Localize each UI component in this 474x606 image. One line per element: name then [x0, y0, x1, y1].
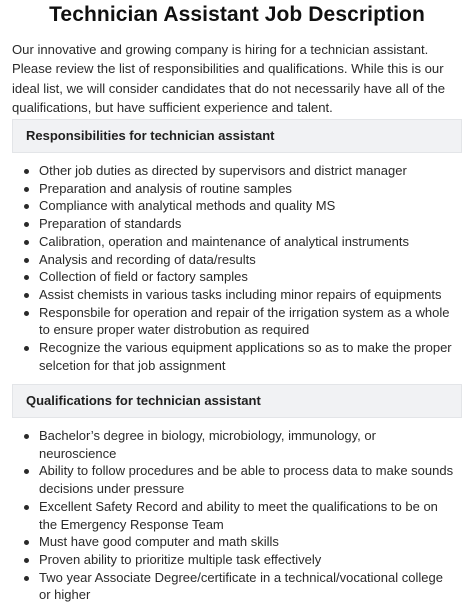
- bullet-icon: [24, 204, 29, 209]
- list-item-text: Compliance with analytical methods and quality MS: [39, 198, 336, 214]
- qualifications-heading: Qualifications for technician assistant: [26, 393, 261, 408]
- list-item: [24, 533, 454, 551]
- list-item-text: Proven ability to prioritize multiple task effectively: [39, 551, 322, 567]
- bullet-icon: [24, 240, 29, 245]
- list-item: [24, 162, 454, 180]
- list-item: [24, 268, 454, 286]
- bullet-icon: [24, 434, 29, 439]
- list-item: [24, 304, 454, 339]
- list-item-text: Two year Associate Degree/certificate in a technical/vocational college or higher: [39, 569, 443, 603]
- list-item-text: Must have good computer and math skills: [39, 534, 279, 550]
- bullet-icon: [24, 576, 29, 581]
- list-item: [24, 286, 454, 304]
- responsibilities-header: [12, 119, 462, 153]
- qualifications-list: [24, 427, 454, 604]
- list-item: [24, 180, 454, 198]
- bullet-icon: [24, 558, 29, 563]
- qualifications-header: [12, 384, 462, 418]
- list-item: [24, 339, 454, 374]
- list-item: [24, 233, 454, 251]
- list-item-text: Assist chemists in various tasks including minor repairs of equipments: [39, 286, 442, 302]
- list-item: [24, 197, 454, 215]
- list-item: [24, 215, 454, 233]
- bullet-icon: [24, 169, 29, 174]
- list-item-text: Ability to follow procedures and be able to process data to make sounds decisions under pressure: [39, 463, 454, 497]
- bullet-icon: [24, 346, 29, 351]
- bullet-icon: [24, 293, 29, 298]
- list-item: [24, 551, 454, 569]
- bullet-icon: [24, 275, 29, 280]
- list-item-text: Preparation and analysis of routine samples: [39, 180, 292, 196]
- list-item-text: Other job duties as directed by supervisors and district manager: [39, 163, 407, 178]
- list-item-text: Preparation of standards: [39, 216, 182, 232]
- page-title: Technician Assistant Job Description: [49, 3, 425, 26]
- list-item: [24, 251, 454, 269]
- bullet-icon: [24, 469, 29, 474]
- list-item: [24, 462, 454, 497]
- list-item: [24, 569, 454, 604]
- bullet-icon: [24, 258, 29, 263]
- list-item-text: Collection of field or factory samples: [39, 269, 248, 285]
- list-item-text: Excellent Safety Record and ability to meet the qualifications to be on the Emergency Response Team: [39, 498, 438, 532]
- bullet-icon: [24, 505, 29, 510]
- bullet-icon: [24, 222, 29, 227]
- bullet-icon: [24, 311, 29, 316]
- list-item: [24, 427, 454, 462]
- bullet-icon: [24, 187, 29, 192]
- list-item: [24, 498, 454, 533]
- list-item-text: Calibration, operation and maintenance of analytical instruments: [39, 233, 409, 249]
- list-item-text: Bachelor’s degree in biology, microbiology, immunology, or neuroscience: [39, 428, 376, 461]
- list-item-text: Analysis and recording of data/results: [39, 251, 256, 267]
- list-item-text: Recognize the various equipment applications so as to make the proper selcetion for that job assignment: [39, 340, 452, 373]
- responsibilities-list: [24, 162, 454, 374]
- intro-paragraph: Our innovative and growing company is hiring for a technician assistant. Please review the list of responsibilities and qualifications. While this is our ideal list, we will consider candidates that do not necessarily have all of the qualifications, but have sufficient experience and talent.: [12, 42, 446, 115]
- list-item-text: Responsbile for operation and repair of the irrigation system as a whole to ensure proper water distrobution as required: [39, 304, 450, 338]
- bullet-icon: [24, 540, 29, 545]
- responsibilities-heading: Responsibilities for technician assistant: [26, 128, 275, 143]
